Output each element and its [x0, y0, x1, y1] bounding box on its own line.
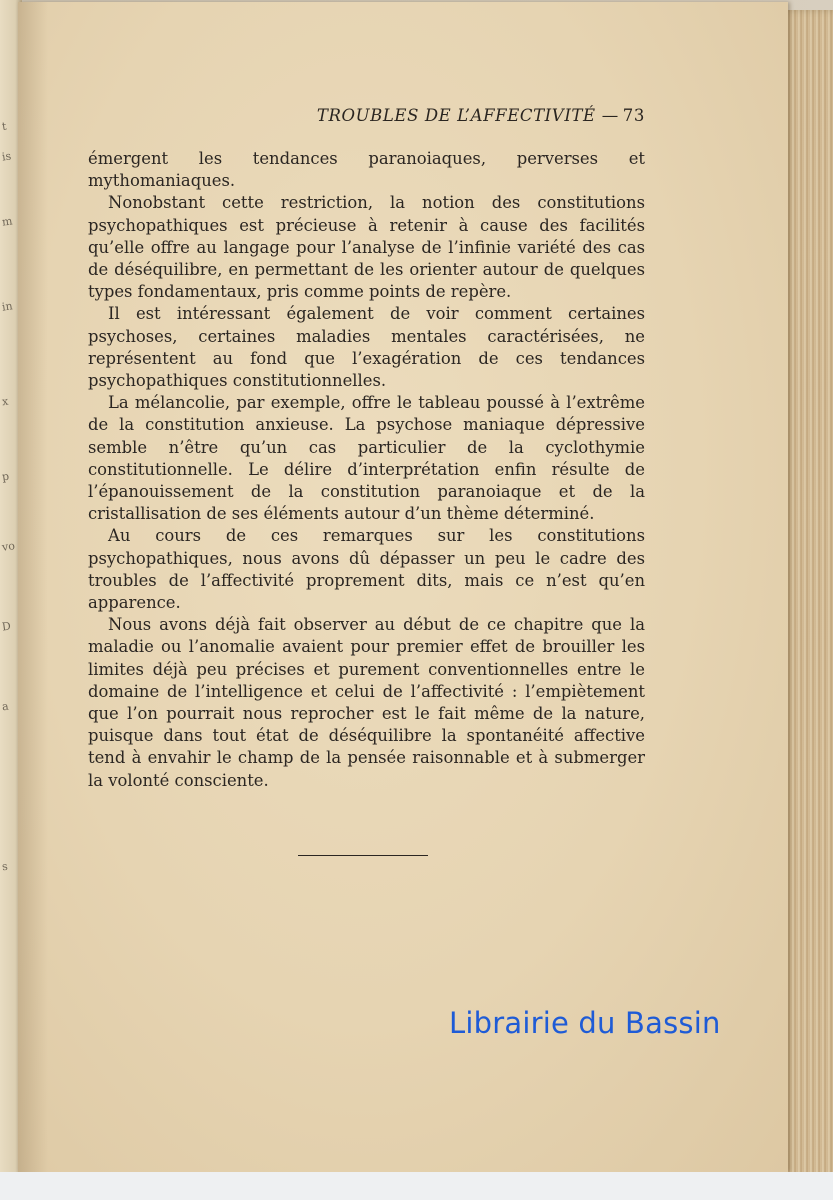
running-head	[18, 106, 645, 125]
chapter-title: TROUBLES DE L’AFFECTIVITÉ	[316, 106, 596, 125]
paragraph: émergent les tendances paranoiaques, perverses et mythomaniaques.	[88, 149, 645, 191]
facing-page-fragment: m	[1, 214, 14, 229]
spine-shadow	[18, 2, 48, 1172]
section-end-rule	[298, 855, 428, 856]
facing-page-fragment: vo	[1, 539, 16, 554]
paragraph: Au cours de ces remarques sur les constitutions psychopathiques, nous avons dû dépasser un peu le cadre des troubles de l’affectivité proprement dits, mais ce n’est qu’en apparence.	[88, 526, 645, 613]
running-head-separator: —	[601, 106, 619, 125]
paragraph: Nous avons déjà fait observer au début de ce chapitre que la maladie ou l’anomalie avaient pour premier effet de brouiller les limites déjà peu précises et purement conventionnelles entre le domaine de l’intelligence et celui de l’affectivité : l’empiètement que l’on pourrait nous reprocher est le fait même de la nature, puisque dans tout état de déséquilibre la spontanéité affective tend à envahir le champ de la pensée raisonnable et à submerger la volonté consciente.	[88, 615, 645, 790]
facing-page-fragment: t	[1, 119, 8, 134]
facing-page-fragment: in	[1, 299, 14, 314]
background-strip	[0, 1172, 833, 1200]
paragraph: Il est intéressant également de voir comment certaines psychoses, certaines maladies mentales caractérisées, ne représentent au fond que l’exagération de ces tendances psychopathiques constitutionnelles.	[88, 304, 645, 391]
facing-page-fragment: a	[1, 699, 10, 714]
facing-page-fragment: is	[1, 149, 13, 164]
page-number: 73	[622, 106, 645, 125]
facing-page-fragment: D	[1, 619, 12, 634]
watermark-text: Librairie du Bassin	[449, 1006, 721, 1040]
facing-page-fragment: x	[1, 394, 10, 409]
facing-page-fragment: s	[1, 859, 9, 874]
paragraph: La mélancolie, par exemple, offre le tableau poussé à l’extrême de la constitution anxieuse. La psychose maniaque dépressive semble n’être qu’un cas particulier de la cyclothymie constitutionnelle. Le délire d’interprétation enfin résulte de l’épanouissement de la constitution paranoiaque et de la cristallisation de ses éléments autour d’un thème déterminé.	[88, 393, 645, 524]
paragraph: Nonobstant cette restriction, la notion des constitutions psychopathiques est précieuse à retenir à cause des facilités qu’elle offre au langage pour l’analyse de l’infinie variété des cas de déséquilibre, en permettant de les orienter autour de quelques types fondamentaux, pris comme points de repère.	[88, 193, 645, 302]
facing-page-fragment: p	[1, 469, 10, 484]
body-text	[88, 148, 645, 792]
book-page	[18, 2, 788, 1172]
